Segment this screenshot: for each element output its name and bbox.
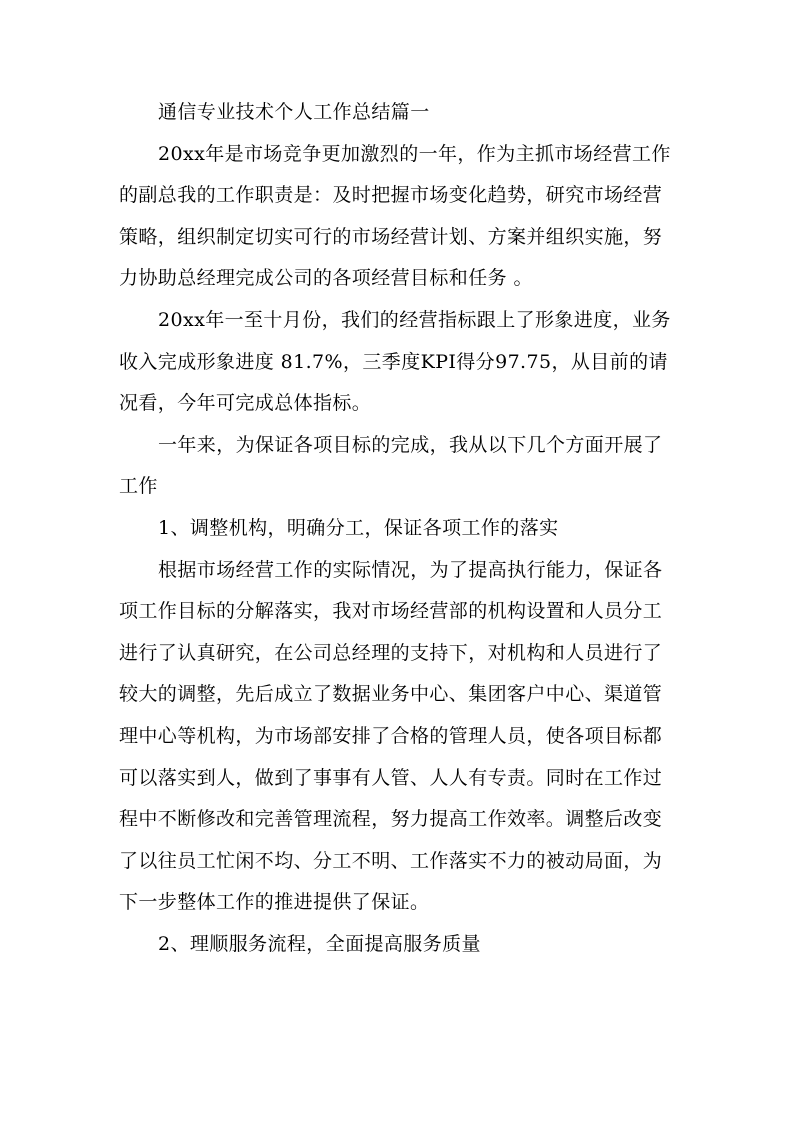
document-title: 通信专业技术个人工作总结篇一 (158, 101, 430, 123)
section-heading-2: 2、理顺服务流程，全面提高服务质量 (158, 932, 481, 955)
section-heading-1: 1、调整机构，明确分工，保证各项工作的落实 (158, 516, 559, 539)
paragraph-progress: 20xx年一至十月份，我们的经营指标跟上了形象进度，业务收入完成形象进度 81.7%，三季度KPI得分97.75，从目前的请况看，今年可完成总体指标。 (119, 308, 671, 415)
paragraph-section-1: 根据市场经营工作的实际情况，为了提高执行能力，保证各项工作目标的分解落实，我对市场经营部的机构设置和人员分工进行了认真研究，在公司总经理的支持下，对机构和人员进行了较大的调整，先后成立了数据业务中心、集团客户中心、渠道管理中心等机构，为市场部安排了合格的管理人员，使各项目标都可以落实到人，做到了事事有人管、人人有专责。同时在工作过程中不断修改和完善管理流程，努力提高工作效率。调整后改变了以往员工忙闲不均、分工不明、工作落实不力的被动局面，为下一步整体工作的推进提供了保证。 (119, 558, 663, 914)
paragraph-intro: 20xx年是市场竞争更加激烈的一年，作为主抓市场经营工作的副总我的工作职责是：及时把握市场变化趋势，研究市场经营策略，组织制定切实可行的市场经营计划、方案并组织实施，努力协助总经理完成公司的各项经营目标和任务 。 (119, 142, 671, 290)
paragraph-overview: 一年来，为保证各项目标的完成，我从以下几个方面开展了工作 (119, 433, 663, 498)
document-body (119, 92, 679, 965)
